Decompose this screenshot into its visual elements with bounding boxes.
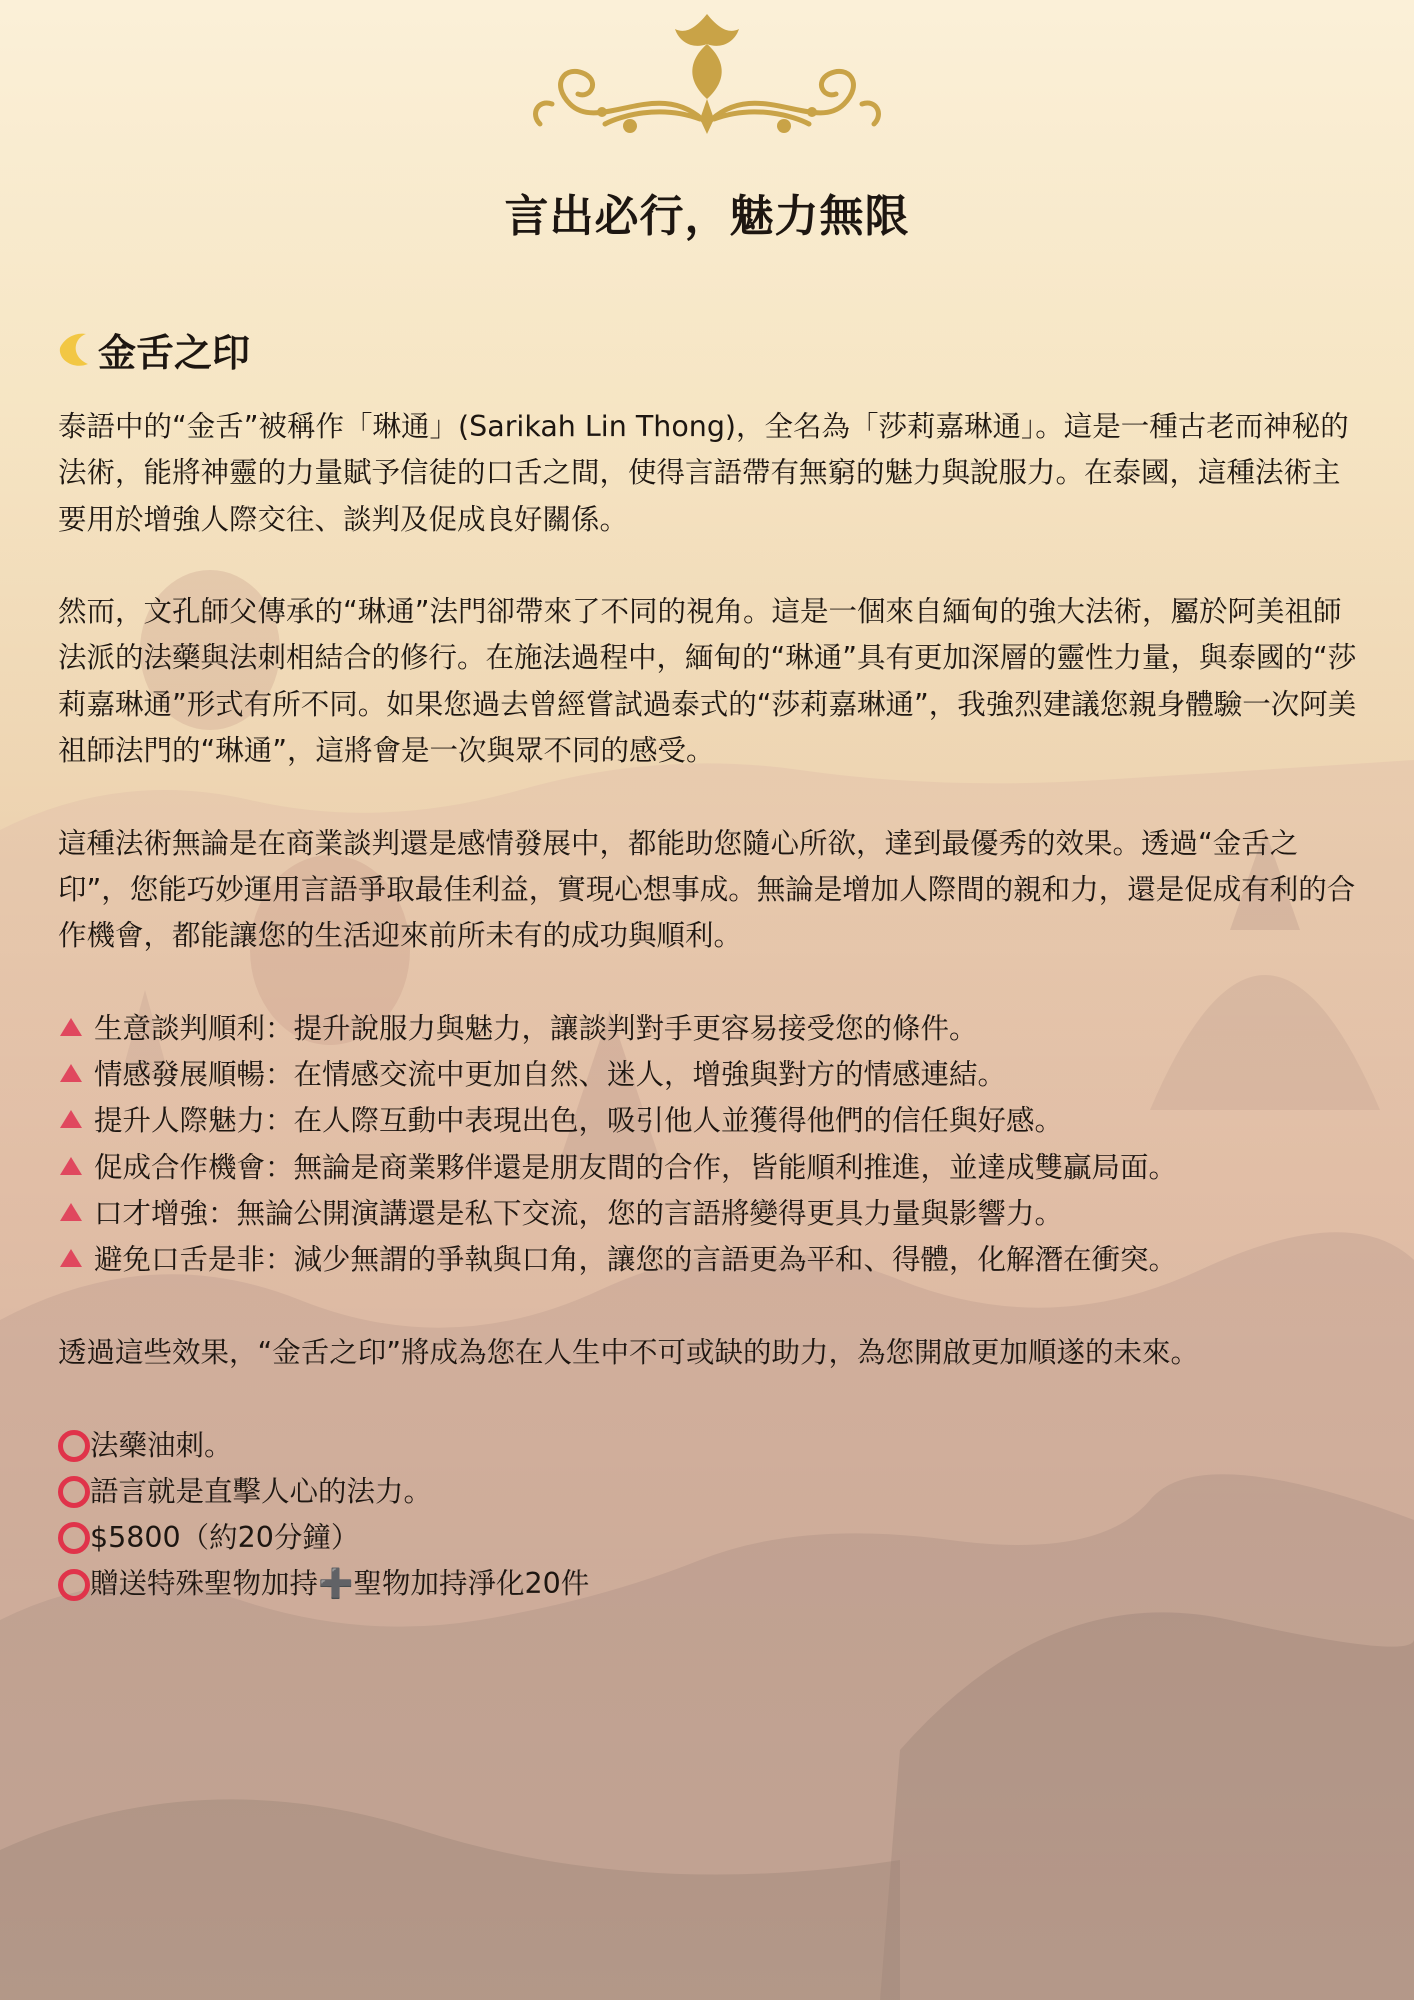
offer-item [58,1469,1358,1515]
red-circle-icon [58,1522,90,1554]
offer-text: 語言就是直擊人心的法力。 [90,1474,433,1508]
benefit-text: 情感發展順暢：在情感交流中更加自然、迷人，增強與對方的情感連結。 [94,1058,1007,1092]
gold-flourish-ornament-icon [510,4,904,144]
offer-text-a: 贈送特殊聖物加持 [90,1567,319,1601]
offer-text: 法藥油刺。 [90,1428,233,1462]
red-triangle-icon [60,1203,82,1221]
offer-text: $5800（約20分鐘） [90,1521,360,1555]
paragraph-lineage: 然而，文孔師父傳承的“琳通”法門卻帶來了不同的視角。這是一個來自緬甸的強大法術，屬於阿美祖師法派的法藥與法刺相結合的修行。在施法過程中，緬甸的“琳通”具有更加深層的靈性力量，與泰國的“莎莉嘉琳通”形式有所不同。如果您過去曾經嘗試過泰式的“莎莉嘉琳通”，我強烈建議您親身體驗一次阿美祖師法門的“琳通”，這將會是一次與眾不同的感受。 [58,595,1357,768]
red-triangle-icon [60,1157,82,1175]
section-title-text: 金舌之印 [98,331,251,375]
offer-item-gift [58,1561,1358,1607]
article-body [58,404,1358,1608]
benefit-list [58,1006,1358,1284]
paragraph-conclusion: 透過這些效果，“金舌之印”將成為您在人生中不可或缺的助力，為您開啟更加順遂的未來。 [58,1335,1200,1369]
benefit-text: 口才增強：無論公開演講還是私下交流，您的言語將變得更具力量與影響力。 [94,1197,1064,1231]
paragraph-benefits: 這種法術無論是在商業談判還是感情發展中，都能助您隨心所欲，達到最優秀的效果。透過“金舌之印”，您能巧妙運用言語爭取最佳利益，實現心想事成。無論是增加人際間的親和力，還是促成有利的合作機會，都能讓您的生活迎來前所未有的成功與順利。 [58,826,1356,953]
benefit-item [58,1052,1358,1098]
section-title [56,322,250,377]
benefit-text: 促成合作機會：無論是商業夥伴還是朋友間的合作，皆能順利推進，並達成雙贏局面。 [94,1150,1178,1184]
benefit-item [58,1237,1358,1283]
red-circle-icon [58,1476,90,1508]
benefit-text: 生意談判順利：提升說服力與魅力，讓談判對手更容易接受您的條件。 [94,1011,978,1045]
benefit-item [58,1098,1358,1144]
red-triangle-icon [60,1018,82,1036]
paragraph-intro: 泰語中的“金舌”被稱作「琳通」(Sarikah Lin Thong)，全名為「莎莉嘉琳通」。這是一種古老而神秘的法術，能將神靈的力量賦予信徒的口舌之間，使得言語帶有無窮的魅力與說服力。在泰國，這種法術主要用於增強人際交往、談判及促成良好關係。 [58,410,1349,536]
red-circle-icon [58,1569,90,1601]
red-triangle-icon [60,1249,82,1267]
benefit-item [58,1191,1358,1237]
offer-list [58,1423,1358,1608]
heavy-plus-icon: ➕ [318,1567,354,1601]
crescent-moon-icon [56,330,96,370]
offer-item-price [58,1515,1358,1561]
benefit-text: 避免口舌是非：減少無謂的爭執與口角，讓您的言語更為平和、得體，化解潛在衝突。 [94,1243,1178,1277]
benefit-item [58,1145,1358,1191]
red-circle-icon [58,1430,90,1462]
page-title: 言出必行，魅力無限 [504,191,910,242]
red-triangle-icon [60,1064,82,1082]
benefit-text: 提升人際魅力：在人際互動中表現出色，吸引他人並獲得他們的信任與好感。 [94,1104,1064,1138]
offer-item [58,1423,1358,1469]
red-triangle-icon [60,1110,82,1128]
benefit-item [58,1006,1358,1052]
offer-text-b: 聖物加持淨化20件 [353,1567,590,1601]
